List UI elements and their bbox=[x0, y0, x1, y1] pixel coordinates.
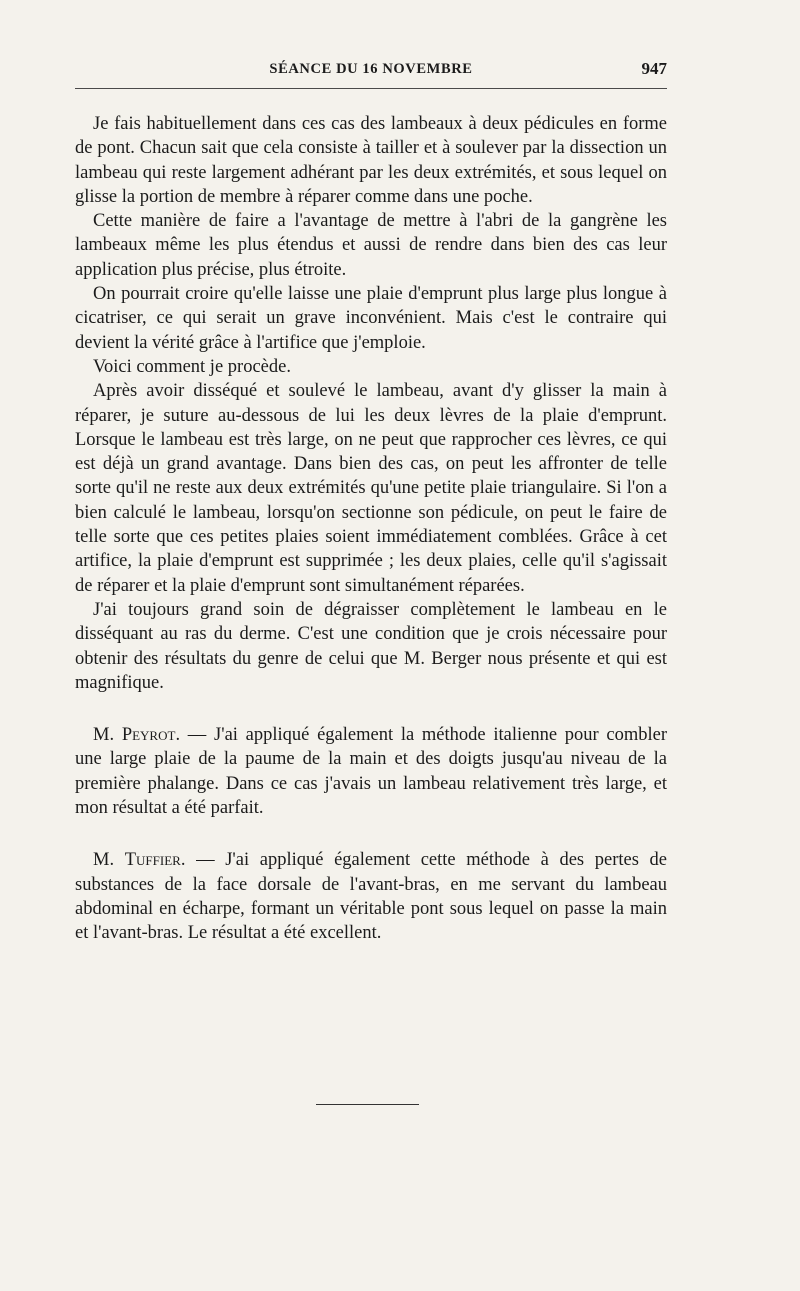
intervention-text: J'ai appliqué également cette méthode à des pertes de substances de la face dorsale de l'avant-bras, en me servant du lambeau abdominal en écharpe, formant un véritable pont sous lequel on passe la main et l'avant-bras. Le résultat a été excellent. bbox=[75, 850, 668, 944]
paragraph: Voici comment je procède. bbox=[93, 356, 291, 377]
intervention-peyrot bbox=[75, 723, 667, 820]
intervention-text: J'ai appliqué également la méthode italienne pour combler une large plaie de la paume de la main et des doigts jusqu'au niveau de la première phalange. Dans ce cas j'avais un lambeau relativement très large, et mon résultat a été parfait. bbox=[75, 725, 668, 819]
paragraph: Je fais habituellement dans ces cas des lambeaux à deux pédicules en forme de pont. Chacun sait que cela consiste à tailler et à soulever par la dissection un lambeau qui reste largement adhérant par les deux extrémités, et sous lequel on glisse la portion de membre à réparer comme dans une poche. bbox=[75, 114, 667, 207]
speaker-dash: . — bbox=[180, 850, 226, 871]
speaker-dash: . — bbox=[175, 725, 215, 746]
intervention-tuffier bbox=[75, 848, 667, 945]
speaker-prefix: M. bbox=[93, 725, 122, 746]
page-number: 947 bbox=[641, 59, 667, 78]
speaker-prefix: M. bbox=[93, 850, 125, 871]
speaker-name: Peyrot bbox=[121, 725, 176, 746]
section-end-rule bbox=[316, 1104, 419, 1105]
speaker-name: Tuffier bbox=[124, 850, 181, 871]
paragraph: Cette manière de faire a l'avantage de mettre à l'abri de la gangrène les lambeaux même les plus étendus et aussi de rendre dans bien des cas leur application plus précise, plus étroite. bbox=[75, 211, 667, 280]
paragraph: J'ai toujours grand soin de dégraisser complètement le lambeau en le disséquant au ras du derme. C'est une condition que je crois nécessaire pour obtenir des résultats du genre de celui que M. Berger nous présente et qui est magnifique. bbox=[75, 599, 667, 693]
running-title: SÉANCE DU 16 NOVEMBRE bbox=[269, 61, 473, 77]
paragraph: On pourrait croire qu'elle laisse une plaie d'emprunt plus large plus longue à cicatriser, ce qui serait un grave inconvénient. Mais c'est le contraire qui devient la vérité grâce à l'artifice que j'emploie. bbox=[75, 284, 667, 353]
paragraph: Après avoir disséqué et soulevé le lambeau, avant d'y glisser la main à réparer, je suture au-dessous de lui les deux lèvres de la plaie d'emprunt. Lorsque le lambeau est très large, on ne peut que rapprocher ces lèvres, ce qui est déjà un grand avantage. Dans bien des cas, on peut les affronter de telle sorte qu'il ne reste aux deux extrémités qu'une petite plaie triangulaire. Si l'on a bien calculé le lambeau, lorsqu'on sectionne son pédicule, on peut le faire de telle sorte que ces petites plaies soient immédiatement comblées. Grâce à cet artifice, la plaie d'emprunt est supprimée ; les deux plaies, celle qu'il s'agissait de réparer et la plaie d'emprunt sont simultanément réparées. bbox=[75, 381, 667, 596]
running-header bbox=[75, 58, 667, 89]
body-text bbox=[75, 112, 667, 946]
